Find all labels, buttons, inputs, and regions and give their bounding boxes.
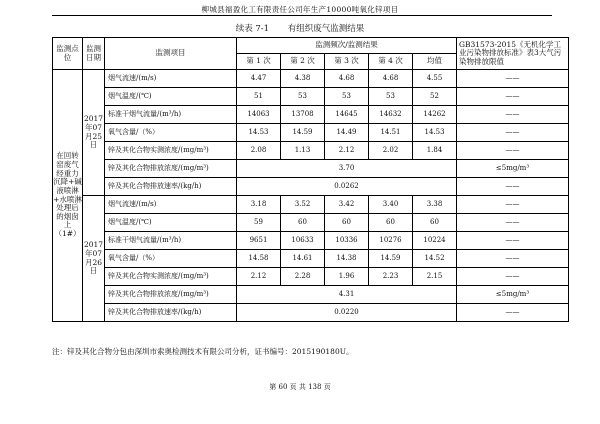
item-cell: 锌及其化合物实测浓度/(mg/m³) <box>105 142 237 160</box>
value-cell: 14.51 <box>369 124 413 142</box>
table-row <box>53 304 569 322</box>
value-cell: 4.68 <box>325 70 369 88</box>
item-cell: 标准干烟气流量/(m³/h) <box>105 232 237 250</box>
value-cell: 59 <box>237 214 281 232</box>
monitoring-point-cell: 在回转窑废气经重力沉降+碱液喷淋+水喷淋处理后的烟囱上（1#） <box>53 70 83 322</box>
header-date: 监测日期 <box>83 38 105 70</box>
value-cell: 14.61 <box>281 250 325 268</box>
value-cell: 51 <box>237 88 281 106</box>
table-row <box>53 178 569 196</box>
header-run-1: 第 1 次 <box>237 54 281 70</box>
value-cell: 2.28 <box>281 268 325 286</box>
value-cell: 3.42 <box>325 196 369 214</box>
table-row <box>53 142 569 160</box>
table-number: 续表 7-1 <box>235 24 270 34</box>
value-cell: 10276 <box>369 232 413 250</box>
mean-cell: 60 <box>413 214 457 232</box>
value-cell: 2.12 <box>325 142 369 160</box>
value-cell: 60 <box>325 214 369 232</box>
table-row <box>53 250 569 268</box>
value-cell: 10336 <box>325 232 369 250</box>
value-cell: 14645 <box>325 106 369 124</box>
header-run-2: 第 2 次 <box>281 54 325 70</box>
value-cell: 1.96 <box>325 268 369 286</box>
table-row <box>53 286 569 304</box>
value-cell: 14.38 <box>325 250 369 268</box>
value-cell: 4.47 <box>237 70 281 88</box>
item-cell: 烟气流速/(m/s) <box>105 196 237 214</box>
header-standard: GB31573-2015《无机化学工业污染物排放标准》表3大气污染物排放限值 <box>457 38 569 70</box>
header-point: 监测点位 <box>53 38 83 70</box>
limit-cell: —— <box>457 124 569 142</box>
item-cell: 锌及其化合物排放速率/(kg/h) <box>105 304 237 322</box>
limit-cell: ≤5mg/m³ <box>457 286 569 304</box>
limit-cell: —— <box>457 106 569 124</box>
merged-value-cell: 0.0220 <box>237 304 457 322</box>
merged-value-cell: 0.0262 <box>237 178 457 196</box>
item-cell: 锌及其化合物实测浓度/(mg/m³) <box>105 268 237 286</box>
table-row <box>53 70 569 88</box>
value-cell: 2.08 <box>237 142 281 160</box>
mean-cell: 52 <box>413 88 457 106</box>
table-caption <box>0 22 600 34</box>
header-frequency-group: 监测频次/监测结果 <box>237 38 457 54</box>
value-cell: 14063 <box>237 106 281 124</box>
page-number: 第 60 页 共 138 页 <box>269 383 331 391</box>
value-cell: 4.68 <box>369 70 413 88</box>
value-cell: 9651 <box>237 232 281 250</box>
limit-cell: —— <box>457 268 569 286</box>
value-cell: 3.52 <box>281 196 325 214</box>
table-row <box>53 106 569 124</box>
item-cell: 标准干烟气流量/(m³/h) <box>105 106 237 124</box>
monitoring-date-cell: 2017年07月26日 <box>83 196 105 322</box>
mean-cell: 3.38 <box>413 196 457 214</box>
limit-cell: —— <box>457 178 569 196</box>
value-cell: 60 <box>281 214 325 232</box>
item-cell: 锌及其化合物排放速率/(kg/h) <box>105 178 237 196</box>
header-mean: 均值 <box>413 54 457 70</box>
mean-cell: 1.84 <box>413 142 457 160</box>
mean-cell: 14262 <box>413 106 457 124</box>
value-cell: 1.13 <box>281 142 325 160</box>
value-cell: 14.58 <box>237 250 281 268</box>
limit-cell: —— <box>457 214 569 232</box>
item-cell: 锌及其化合物排放浓度/(mg/m³) <box>105 160 237 178</box>
monitoring-results-table <box>52 37 569 322</box>
value-cell: 4.38 <box>281 70 325 88</box>
limit-cell: —— <box>457 142 569 160</box>
merged-value-cell: 3.70 <box>237 160 457 178</box>
mean-cell: 14.52 <box>413 250 457 268</box>
value-cell: 3.18 <box>237 196 281 214</box>
value-cell: 14.59 <box>281 124 325 142</box>
value-cell: 14.49 <box>325 124 369 142</box>
value-cell: 14.53 <box>237 124 281 142</box>
footnote: 注：锌及其化合物分包由深圳市索奥检测技术有限公司分析，证书编号：2015190180U。 <box>52 347 354 356</box>
mean-cell: 14.53 <box>413 124 457 142</box>
value-cell: 14.59 <box>369 250 413 268</box>
mean-cell: 2.15 <box>413 268 457 286</box>
value-cell: 13708 <box>281 106 325 124</box>
mean-cell: 10224 <box>413 232 457 250</box>
table-row <box>53 196 569 214</box>
limit-cell: —— <box>457 250 569 268</box>
table-row <box>53 214 569 232</box>
value-cell: 10633 <box>281 232 325 250</box>
limit-cell: —— <box>457 70 569 88</box>
monitoring-date-cell: 2017年07月25日 <box>83 70 105 196</box>
limit-cell: —— <box>457 304 569 322</box>
header-row <box>53 38 569 54</box>
mean-cell: 4.55 <box>413 70 457 88</box>
limit-cell: —— <box>457 88 569 106</box>
value-cell: 60 <box>369 214 413 232</box>
header-divider <box>52 15 552 16</box>
table-row <box>53 232 569 250</box>
value-cell: 53 <box>281 88 325 106</box>
table-row <box>53 160 569 178</box>
table-title: 有组织废气监测结果 <box>287 24 365 34</box>
value-cell: 2.02 <box>369 142 413 160</box>
value-cell: 3.40 <box>369 196 413 214</box>
table-row <box>53 88 569 106</box>
table-row <box>53 268 569 286</box>
header-run-4: 第 4 次 <box>369 54 413 70</box>
document-header: 柳城县福盈化工有限责任公司年生产10000吨氧化锌项目 <box>201 5 399 14</box>
table-row <box>53 124 569 142</box>
value-cell: 53 <box>369 88 413 106</box>
merged-value-cell: 4.31 <box>237 286 457 304</box>
item-cell: 烟气温度/(℃) <box>105 214 237 232</box>
header-run-3: 第 3 次 <box>325 54 369 70</box>
item-cell: 烟气温度/(℃) <box>105 88 237 106</box>
limit-cell: —— <box>457 232 569 250</box>
item-cell: 锌及其化合物排放浓度/(mg/m³) <box>105 286 237 304</box>
value-cell: 2.23 <box>369 268 413 286</box>
value-cell: 2.12 <box>237 268 281 286</box>
value-cell: 53 <box>325 88 369 106</box>
limit-cell: ≤5mg/m³ <box>457 160 569 178</box>
value-cell: 14632 <box>369 106 413 124</box>
header-item: 监测项目 <box>105 38 237 70</box>
item-cell: 氧气含量/（%） <box>105 124 237 142</box>
limit-cell: —— <box>457 196 569 214</box>
item-cell: 烟气流速/(m/s) <box>105 70 237 88</box>
item-cell: 氧气含量/（%） <box>105 250 237 268</box>
